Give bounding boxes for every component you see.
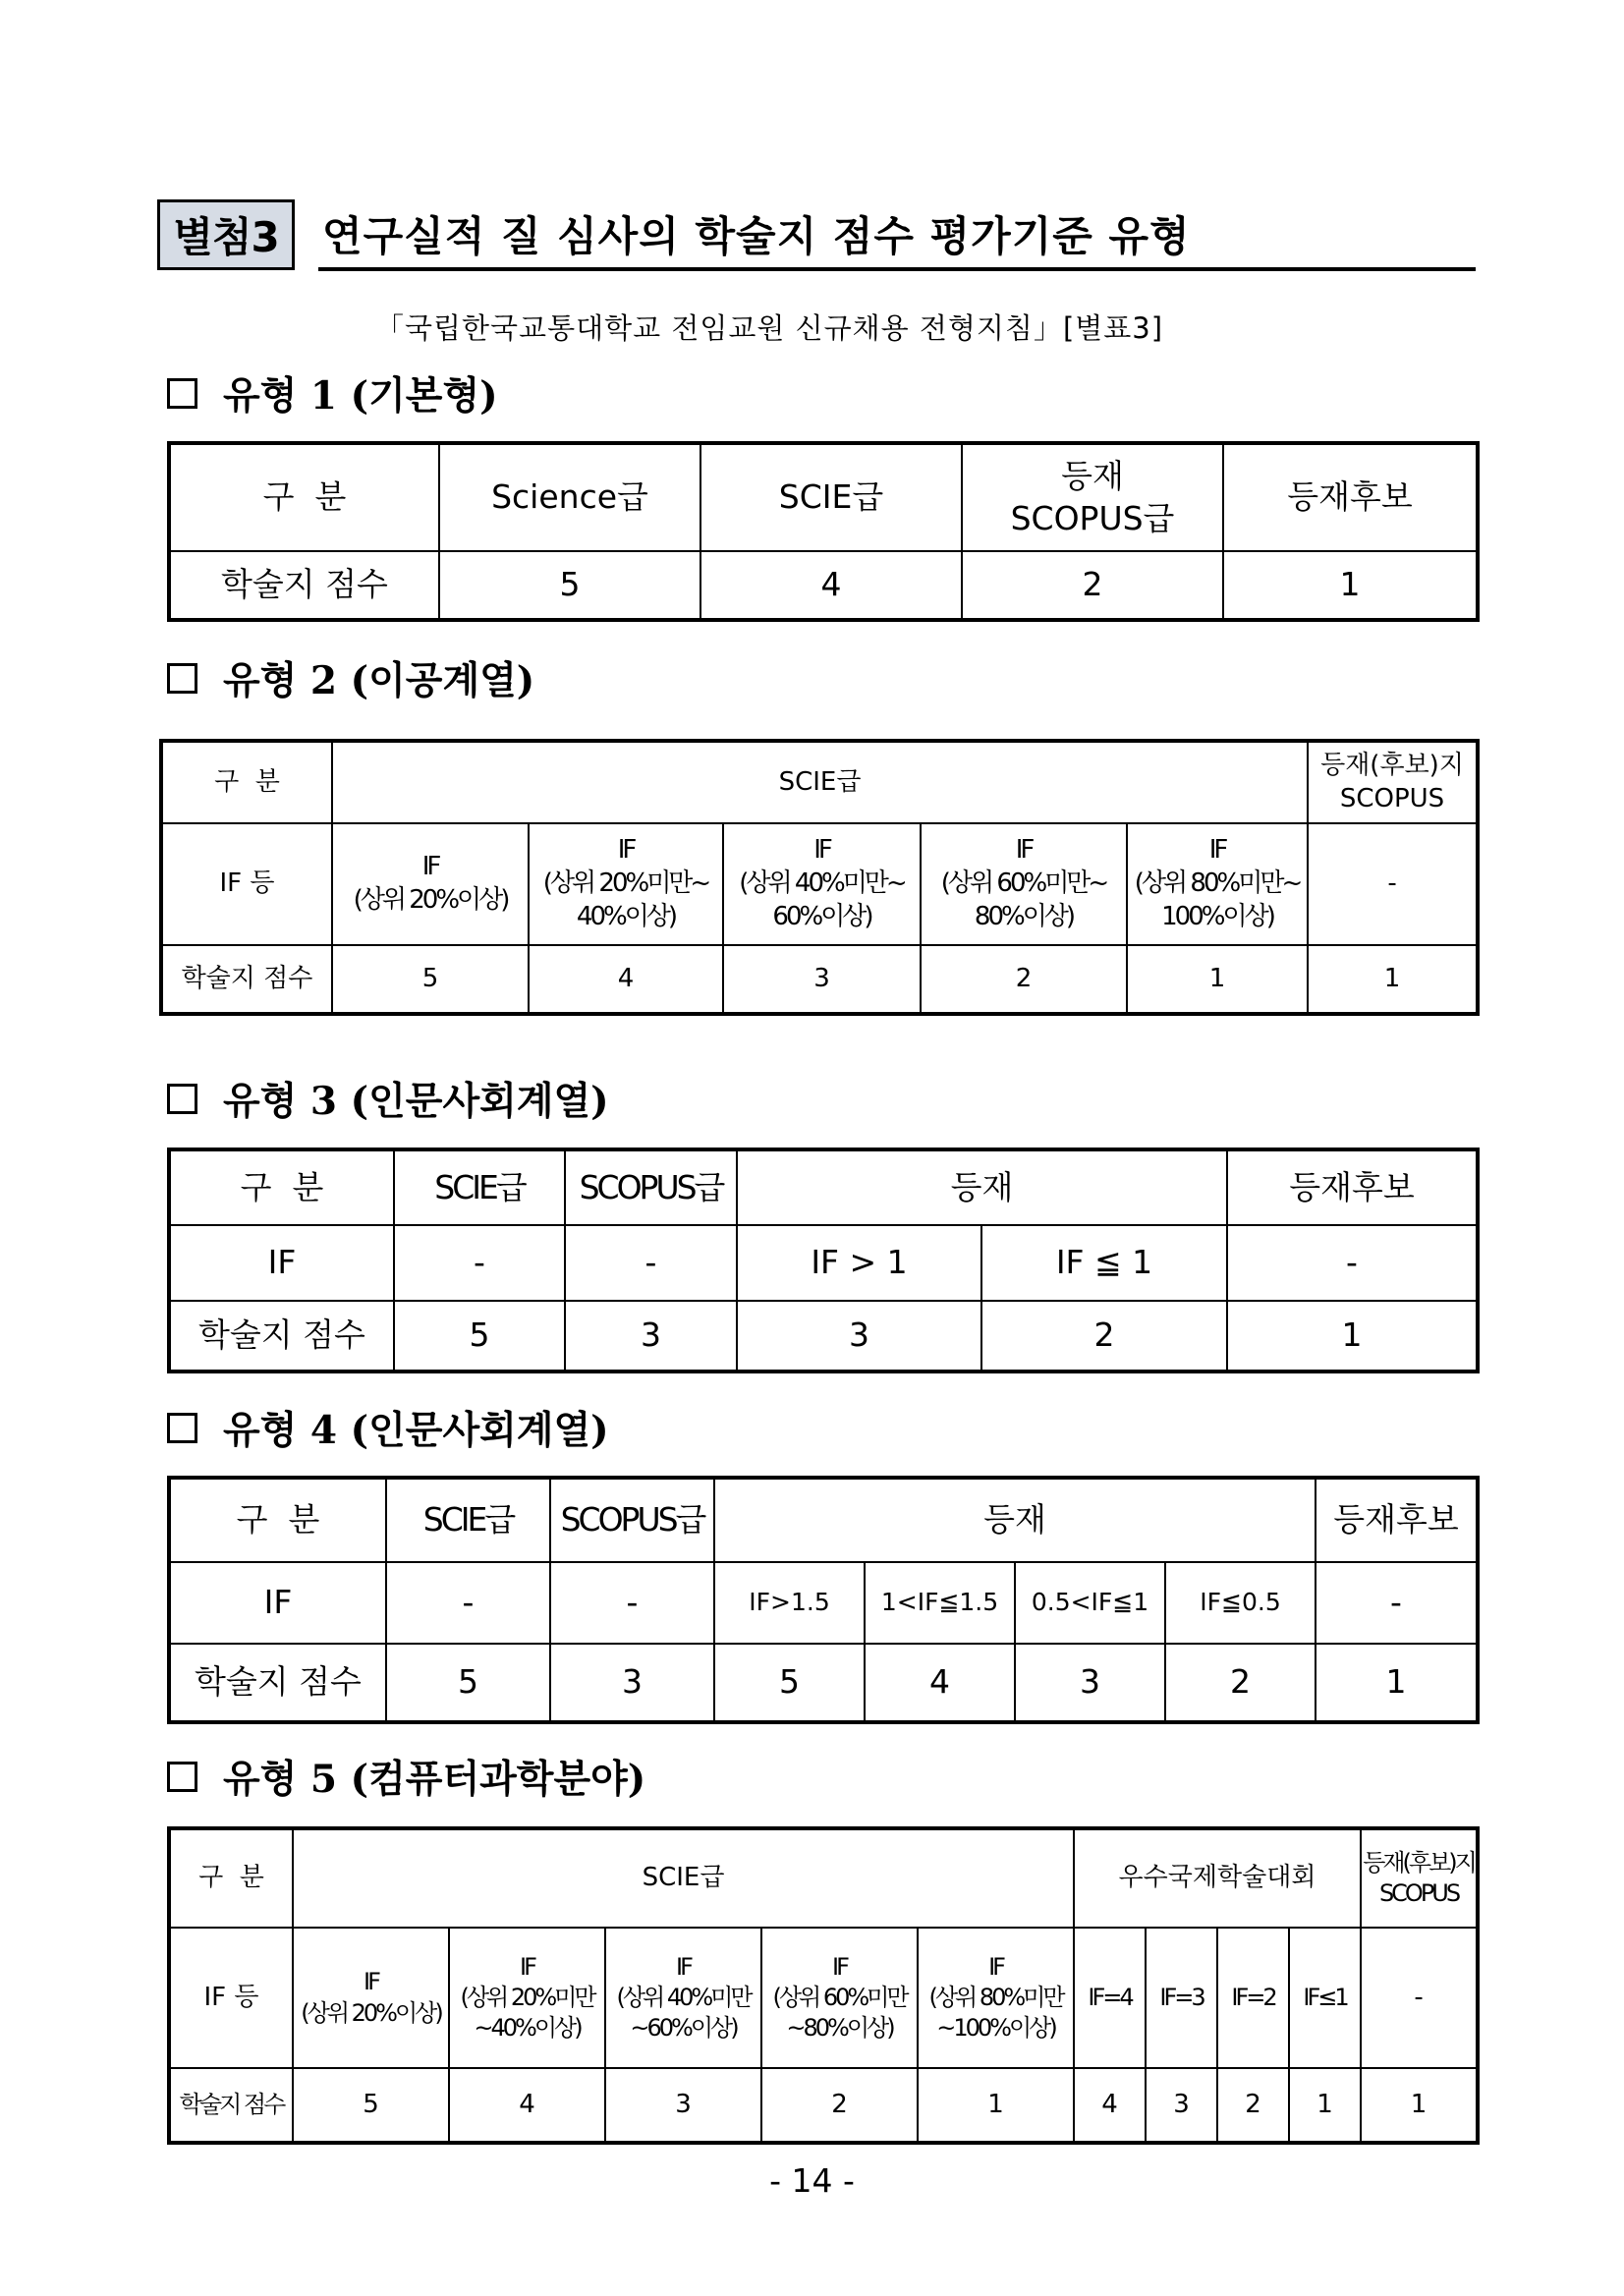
- score-cell: 5: [293, 2068, 449, 2143]
- header-cell: 등재후보: [1316, 1478, 1478, 1562]
- cell-line: IF: [364, 1968, 378, 1996]
- header-cell: Science급: [439, 443, 700, 551]
- cell-line: (상위 80%미만~: [1134, 868, 1301, 899]
- if-cell: -: [1316, 1562, 1478, 1644]
- if-cell: IF ≦ 1: [981, 1225, 1227, 1301]
- row-label: 학술지 점수: [161, 945, 332, 1014]
- score-cell: 1: [918, 2068, 1074, 2143]
- table-type5: [167, 1826, 1480, 2145]
- row-label: 학술지 점수: [169, 1301, 394, 1372]
- section-type5-title: 유형 5 (컴퓨터과학분야): [223, 1757, 646, 1802]
- if-cell: IF≤1: [1289, 1928, 1361, 2068]
- cell-line: 100%이상): [1161, 901, 1273, 931]
- header-cell: 구 분: [169, 1478, 386, 1562]
- cell-line: (상위 40%미만: [616, 1983, 751, 2011]
- score-cell: 5: [332, 945, 529, 1014]
- score-cell: 3: [550, 1644, 714, 1722]
- table-type2: [159, 739, 1480, 1016]
- if-cell: [918, 1928, 1074, 2068]
- attachment-badge: 별첨3: [157, 199, 295, 270]
- if-cell: -: [550, 1562, 714, 1644]
- cell-line: ~60%이상): [630, 2014, 737, 2043]
- score-cell: 1: [1316, 1644, 1478, 1722]
- header-cell: 구 분: [169, 1149, 394, 1225]
- if-cell: [449, 1928, 605, 2068]
- section-type3-heading: [167, 1071, 609, 1126]
- score-cell: 2: [1217, 2068, 1289, 2143]
- if-cell: [761, 1928, 918, 2068]
- if-cell: 0.5<IF≦1: [1015, 1562, 1165, 1644]
- row-label: IF 등: [169, 1928, 293, 2068]
- row-label: 학술지 점수: [169, 551, 439, 620]
- if-cell: [605, 1928, 761, 2068]
- if-cell: 1<IF≦1.5: [865, 1562, 1015, 1644]
- header-cell: [1361, 1828, 1478, 1928]
- score-cell: 3: [1146, 2068, 1217, 2143]
- cell-line: ~80%이상): [786, 2014, 893, 2043]
- score-cell: 1: [1289, 2068, 1361, 2143]
- checkbox-square-icon: [167, 378, 197, 409]
- checkbox-square-icon: [167, 1762, 197, 1792]
- table-row: [169, 2068, 1478, 2143]
- header-cell: 등재후보: [1227, 1149, 1478, 1225]
- cell-line: SCOPUS: [1378, 1879, 1459, 1907]
- cell-line: 등재(후보)지: [1320, 750, 1464, 780]
- header-cell: SCOPUS급: [565, 1149, 737, 1225]
- score-cell: 1: [1227, 1301, 1478, 1372]
- score-cell: 4: [529, 945, 723, 1014]
- section-type2-title: 유형 2 (이공계열): [223, 658, 535, 703]
- if-cell: IF=3: [1146, 1928, 1217, 2068]
- score-cell: 2: [761, 2068, 918, 2143]
- table-row: [169, 1301, 1478, 1372]
- cell-line: IF: [617, 835, 635, 866]
- cell-line: IF: [813, 835, 830, 866]
- cell-line: SCOPUS급: [1010, 498, 1175, 537]
- cell-line: (상위 20%미만~: [542, 868, 709, 899]
- cell-line: 등재: [1061, 456, 1124, 495]
- source-reference: 「국립한국교통대학교 전임교원 신규채용 전형지침」[별표3]: [375, 311, 1164, 345]
- cell-line: ~100%이상): [936, 2014, 1055, 2043]
- if-cell: [293, 1928, 449, 2068]
- score-cell: 1: [1308, 945, 1478, 1014]
- cell-line: 40%이상): [576, 901, 676, 931]
- if-cell: [723, 823, 921, 945]
- table-row: [161, 945, 1478, 1014]
- score-cell: 2: [981, 1301, 1227, 1372]
- cell-line: (상위 20%이상): [301, 1998, 441, 2027]
- score-cell: 5: [439, 551, 700, 620]
- row-label: IF: [169, 1225, 394, 1301]
- header-cell: SCIE급: [293, 1828, 1074, 1928]
- if-cell: -: [394, 1225, 565, 1301]
- checkbox-square-icon: [167, 1413, 197, 1443]
- header-cell: 등재후보: [1223, 443, 1478, 551]
- header-cell: 구 분: [169, 443, 439, 551]
- table-row: [169, 1562, 1478, 1644]
- if-cell: IF=4: [1074, 1928, 1146, 2068]
- header-cell: 등재: [714, 1478, 1316, 1562]
- section-type4-title: 유형 4 (인문사회계열): [223, 1408, 609, 1453]
- table-row: [169, 443, 1478, 551]
- cell-line: ~40%이상): [474, 2014, 581, 2043]
- section-type4-heading: [167, 1400, 609, 1455]
- cell-line: 등재(후보)지: [1363, 1848, 1475, 1876]
- cell-line: (상위 80%미만: [928, 1983, 1063, 2011]
- if-cell: IF≦0.5: [1165, 1562, 1316, 1644]
- table-row: [169, 1828, 1478, 1928]
- header-cell: [962, 443, 1223, 551]
- if-cell: [921, 823, 1127, 945]
- score-cell: 1: [1223, 551, 1478, 620]
- header-cell: 구 분: [161, 741, 332, 823]
- checkbox-square-icon: [167, 1084, 197, 1114]
- row-label: IF 등: [161, 823, 332, 945]
- cell-line: (상위 40%미만~: [739, 868, 905, 899]
- cell-line: IF: [1015, 835, 1033, 866]
- table-row: [169, 1149, 1478, 1225]
- cell-line: IF: [421, 852, 439, 882]
- checkbox-square-icon: [167, 663, 197, 694]
- table-row: [169, 1225, 1478, 1301]
- cell-line: IF: [676, 1952, 691, 1981]
- section-type2-heading: [167, 650, 534, 705]
- score-cell: 3: [723, 945, 921, 1014]
- if-cell: IF>1.5: [714, 1562, 865, 1644]
- score-cell: 4: [700, 551, 962, 620]
- row-label: 학술지 점수: [169, 1644, 386, 1722]
- if-cell: -: [1308, 823, 1478, 945]
- score-cell: 2: [962, 551, 1223, 620]
- header-cell: SCIE급: [386, 1478, 550, 1562]
- score-cell: 4: [449, 2068, 605, 2143]
- score-cell: 2: [921, 945, 1127, 1014]
- if-cell: IF > 1: [737, 1225, 981, 1301]
- section-type5-heading: [167, 1749, 645, 1804]
- if-cell: -: [386, 1562, 550, 1644]
- table-type4: [167, 1476, 1480, 1724]
- score-cell: 4: [1074, 2068, 1146, 2143]
- score-cell: 1: [1127, 945, 1308, 1014]
- row-label: IF: [169, 1562, 386, 1644]
- table-type3: [167, 1148, 1480, 1373]
- score-cell: 1: [1361, 2068, 1478, 2143]
- section-type1-title: 유형 1 (기본형): [223, 373, 498, 419]
- header-cell: SCIE급: [700, 443, 962, 551]
- header-cell: 우수국제학술대회: [1074, 1828, 1361, 1928]
- cell-line: (상위 60%미만: [772, 1983, 907, 2011]
- score-cell: 3: [737, 1301, 981, 1372]
- if-cell: [529, 823, 723, 945]
- header-cell: SCIE급: [394, 1149, 565, 1225]
- score-cell: 5: [386, 1644, 550, 1722]
- page-title: 연구실적 질 심사의 학술지 점수 평가기준 유형: [322, 212, 1191, 260]
- cell-line: IF: [1208, 835, 1226, 866]
- table-row: [161, 741, 1478, 823]
- page-number: - 14 -: [769, 2161, 855, 2200]
- if-cell: -: [1361, 1928, 1478, 2068]
- cell-line: (상위 60%미만~: [940, 868, 1107, 899]
- header-cell: SCIE급: [332, 741, 1308, 823]
- if-cell: -: [1227, 1225, 1478, 1301]
- section-type1-heading: [167, 365, 498, 420]
- cell-line: (상위 20%미만: [460, 1983, 594, 2011]
- table-type1: [167, 441, 1480, 622]
- header-cell: 등재: [737, 1149, 1227, 1225]
- title-underline: [318, 267, 1476, 271]
- cell-line: IF: [832, 1952, 847, 1981]
- if-cell: IF=2: [1217, 1928, 1289, 2068]
- cell-line: SCOPUS: [1339, 783, 1445, 813]
- score-cell: 2: [1165, 1644, 1316, 1722]
- cell-line: IF: [988, 1952, 1003, 1981]
- header-cell: SCOPUS급: [550, 1478, 714, 1562]
- score-cell: 3: [1015, 1644, 1165, 1722]
- if-cell: [1127, 823, 1308, 945]
- cell-line: 60%이상): [772, 901, 871, 931]
- cell-line: 80%이상): [974, 901, 1074, 931]
- header-cell: 구 분: [169, 1828, 293, 1928]
- table-row: [169, 1478, 1478, 1562]
- table-row: [169, 1928, 1478, 2068]
- if-cell: [332, 823, 529, 945]
- table-row: [161, 823, 1478, 945]
- cell-line: (상위 20%이상): [353, 885, 508, 915]
- if-cell: -: [565, 1225, 737, 1301]
- row-label: 학술지 점수: [169, 2068, 293, 2143]
- table-row: [169, 551, 1478, 620]
- score-cell: 3: [565, 1301, 737, 1372]
- score-cell: 5: [714, 1644, 865, 1722]
- score-cell: 3: [605, 2068, 761, 2143]
- header-cell: [1308, 741, 1478, 823]
- score-cell: 4: [865, 1644, 1015, 1722]
- table-row: [169, 1644, 1478, 1722]
- score-cell: 5: [394, 1301, 565, 1372]
- cell-line: IF: [520, 1952, 534, 1981]
- section-type3-title: 유형 3 (인문사회계열): [223, 1079, 609, 1124]
